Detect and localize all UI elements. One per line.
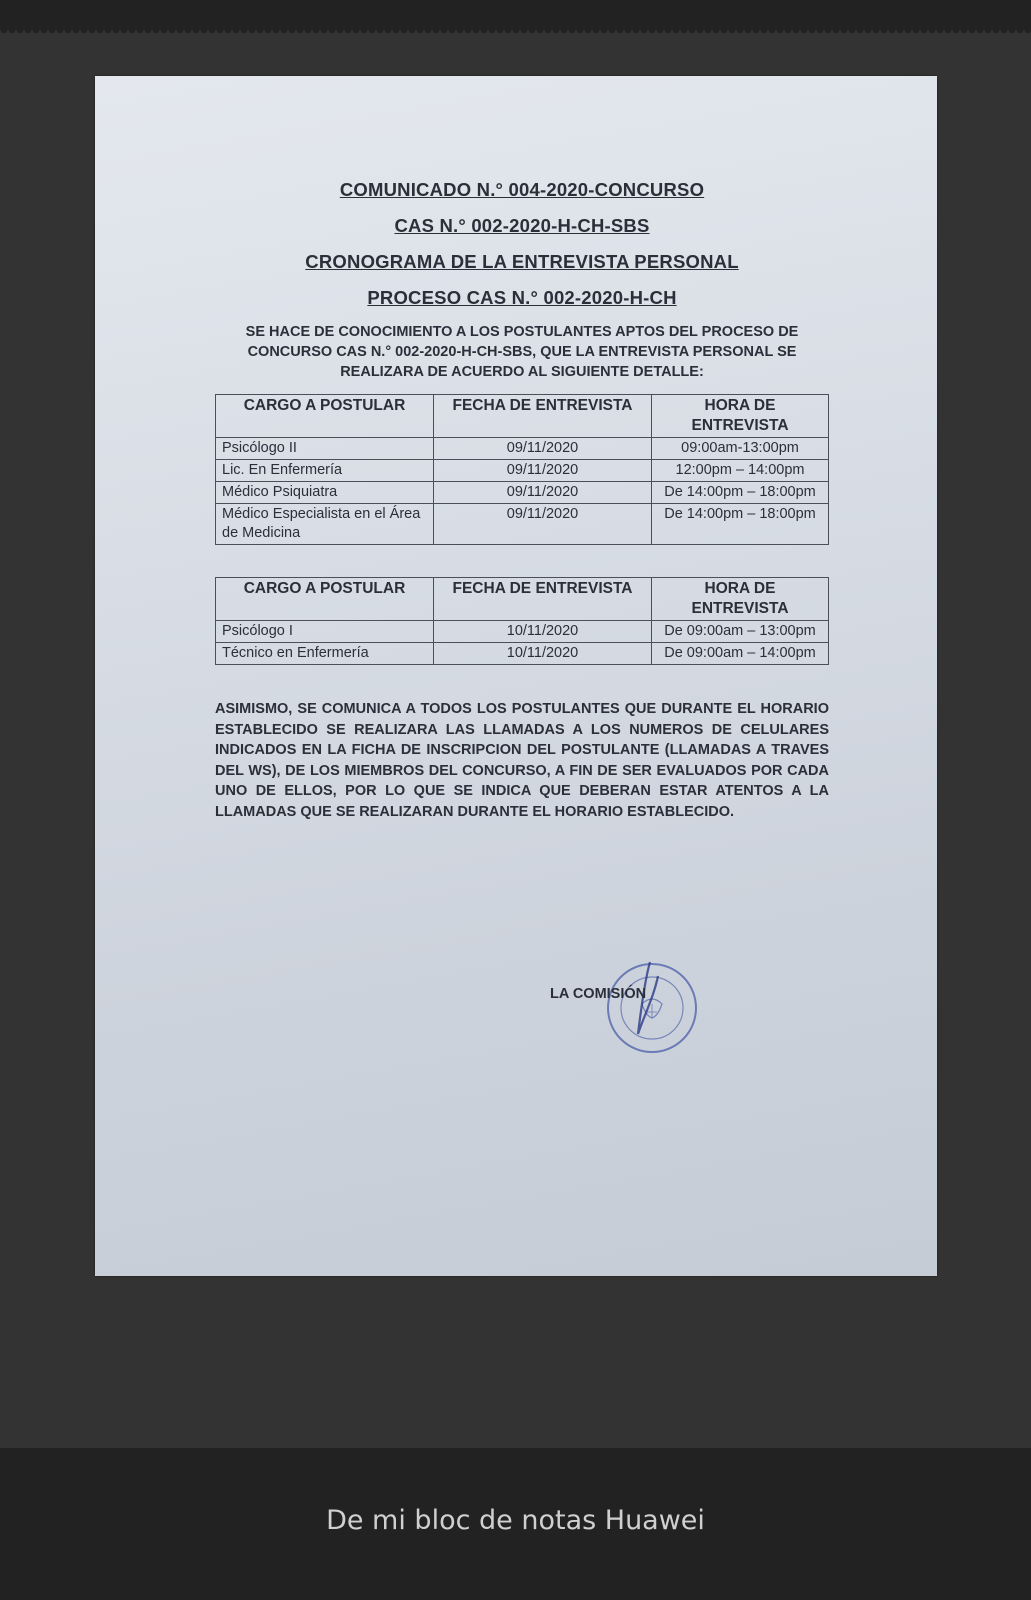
cell-fecha: 10/11/2020 <box>434 621 652 643</box>
table-row <box>216 460 829 482</box>
note-image-area <box>0 30 1031 1448</box>
official-seal <box>602 956 702 1056</box>
header-hora: HORA DE ENTREVISTA <box>652 578 829 621</box>
header-fecha: FECHA DE ENTREVISTA <box>434 578 652 621</box>
intro-paragraph: SE HACE DE CONOCIMIENTO A LOS POSTULANTES APTOS DEL PROCESO DE CONCURSO CAS N.° 002-2020-H-CH-SBS, QUE LA ENTREVISTA PERSONAL SE REALIZARA DE ACUERDO AL SIGUIENTE DETALLE: <box>245 324 799 380</box>
table-row <box>216 482 829 504</box>
document-photo <box>95 76 937 1276</box>
header-cargo: CARGO A POSTULAR <box>216 578 434 621</box>
signature-label: LA COMISIÓN <box>550 986 647 1002</box>
table-gap <box>215 545 829 565</box>
table-header-row <box>216 578 829 621</box>
cell-fecha: 09/11/2020 <box>434 460 652 482</box>
schedule-table-2 <box>215 577 829 665</box>
document-heading-2: CAS N.° 002-2020-H-CH-SBS <box>394 215 650 236</box>
document-heading-1: COMUNICADO N.° 004-2020-CONCURSO <box>339 179 705 200</box>
cell-hora: De 14:00pm – 18:00pm <box>652 482 829 504</box>
table-row <box>216 621 829 643</box>
cell-hora: De 14:00pm – 18:00pm <box>652 504 829 545</box>
signature-block <box>550 956 750 1066</box>
header-cargo: CARGO A POSTULAR <box>216 395 434 438</box>
torn-edge-bottom <box>0 1444 1031 1452</box>
schedule-table-1 <box>215 394 829 545</box>
table-row <box>216 504 829 545</box>
cell-fecha: 09/11/2020 <box>434 482 652 504</box>
cell-hora: De 09:00am – 14:00pm <box>652 643 829 665</box>
table-header-row <box>216 395 829 438</box>
cell-cargo: Psicólogo II <box>216 438 434 460</box>
cell-hora: 12:00pm – 14:00pm <box>652 460 829 482</box>
cell-fecha: 09/11/2020 <box>434 438 652 460</box>
header-fecha: FECHA DE ENTREVISTA <box>434 395 652 438</box>
cell-fecha: 10/11/2020 <box>434 643 652 665</box>
cell-hora: 09:00am-13:00pm <box>652 438 829 460</box>
cell-cargo: Técnico en Enfermería <box>216 643 434 665</box>
cell-cargo: Médico Psiquiatra <box>216 482 434 504</box>
cell-hora: De 09:00am – 13:00pm <box>652 621 829 643</box>
header-hora: HORA DE ENTREVISTA <box>652 395 829 438</box>
notice-paragraph: ASIMISMO, SE COMUNICA A TODOS LOS POSTULANTES QUE DURANTE EL HORARIO ESTABLECIDO SE REALIZARA LAS LLAMADAS A LOS NUMEROS DE CELULARES INDICADOS EN LA FICHA DE INSCRIPCION DEL POSTULANTE (LLAMADAS A TRAVES DEL WS), DE LOS MIEMBROS DEL CONCURSO, A FIN DE SER EVALUADOS POR CADA UNO DE ELLOS, POR LO QUE SE INDICA QUE DEBERAN ESTAR ATENTOS A LA LLAMADAS QUE SE REALIZARAN DURANTE EL HORARIO ESTABLECIDO. <box>215 701 829 820</box>
cell-cargo: Psicólogo I <box>216 621 434 643</box>
cell-fecha: 09/11/2020 <box>434 504 652 545</box>
cell-cargo: Médico Especialista en el Área de Medicina <box>216 504 434 545</box>
cell-cargo: Lic. En Enfermería <box>216 460 434 482</box>
document-content <box>215 172 829 837</box>
document-heading-4: PROCESO CAS N.° 002-2020-H-CH <box>367 287 677 308</box>
document-heading-3: CRONOGRAMA DE LA ENTREVISTA PERSONAL <box>305 251 739 272</box>
table-row <box>216 643 829 665</box>
table-row <box>216 438 829 460</box>
note-caption: De mi bloc de notas Huawei <box>326 1505 705 1536</box>
torn-edge-top <box>0 30 1031 38</box>
